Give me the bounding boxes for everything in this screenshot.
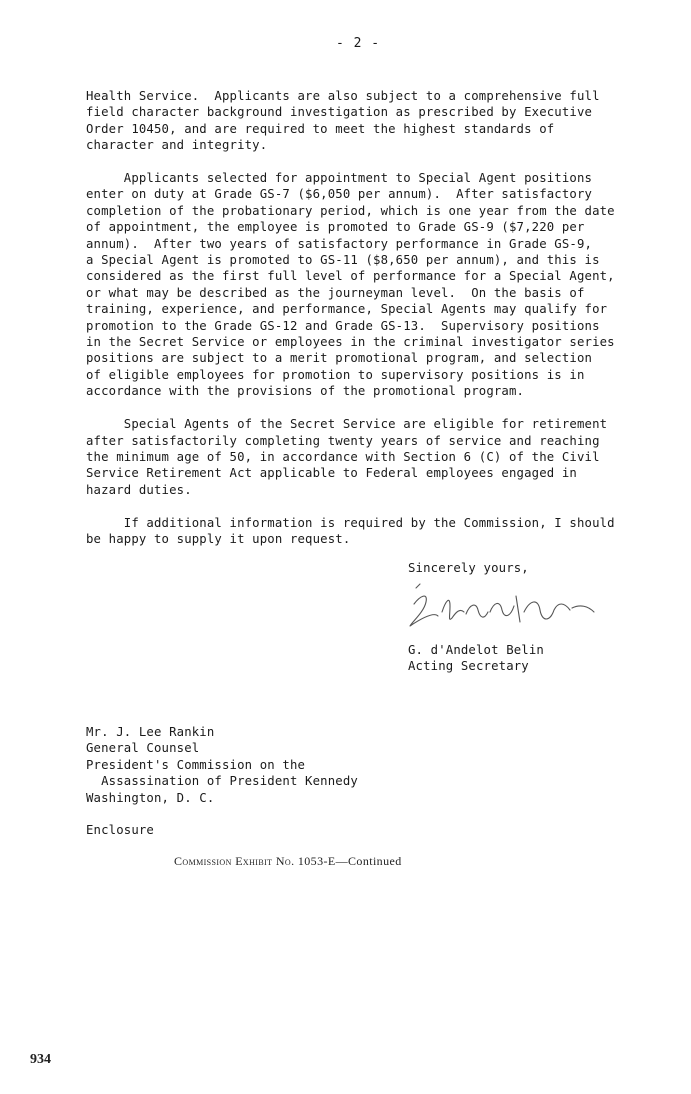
text-line: hazard duties.: [86, 482, 192, 497]
text-line: Health Service. Applicants are also subject to a comprehensive full: [86, 89, 600, 103]
text-line: a Special Agent is promoted to GS-11 ($8,650 per annum), and this is: [86, 253, 600, 268]
paragraph: [86, 416, 656, 498]
text-line: or what may be described as the journeyman level. On the basis of: [86, 285, 585, 300]
enclosure-note: [86, 822, 154, 838]
address-line: General Counsel: [86, 741, 200, 756]
text-line: promotion to the Grade GS-12 and Grade GS-13. Supervisory positions: [86, 318, 600, 333]
text-line: training, experience, and performance, Special Agents may qualify for: [86, 302, 608, 317]
text-line: Applicants selected for appointment to Special Agent positions: [86, 171, 593, 186]
text-line: character and integrity.: [86, 138, 268, 153]
closing: [408, 560, 529, 576]
text-line: of eligible employees for promotion to supervisory positions is in: [86, 367, 585, 382]
letter-body: [86, 88, 656, 547]
signer-name: G. d'Andelot Belin: [408, 643, 544, 657]
text-line: completion of the probationary period, which is one year from the date: [86, 203, 615, 218]
recipient-address: [86, 724, 358, 806]
paragraph: [86, 170, 656, 400]
exhibit-continued: —Continued: [335, 854, 402, 868]
text-line: field character background investigation as prescribed by Executive: [86, 105, 593, 120]
text-line: If additional information is required by the Commission, I should: [86, 515, 615, 530]
text-line: be happy to supply it upon request.: [86, 531, 351, 546]
text-line: Service Retirement Act applicable to Federal employees engaged in: [86, 466, 577, 481]
text-line: considered as the first full level of performance for a Special Agent,: [86, 269, 615, 284]
handwritten-signature: [404, 582, 604, 634]
folio-number: 934: [30, 1052, 51, 1067]
text-line: after satisfactorily completing twenty years of service and reaching: [86, 433, 600, 448]
text-line: enter on duty at Grade GS-7 ($6,050 per annum). After satisfactory: [86, 187, 593, 202]
text-line: accordance with the provisions of the promotional program.: [86, 384, 525, 399]
paragraph: [86, 88, 656, 154]
text-line: Order 10450, and are required to meet the highest standards of: [86, 121, 555, 136]
signer-block: [408, 642, 544, 675]
enclosure-text: Enclosure: [86, 823, 154, 837]
exhibit-caption: [174, 854, 402, 869]
signer-title: Acting Secretary: [408, 659, 529, 674]
text-line: the minimum age of 50, in accordance with Section 6 (C) of the Civil: [86, 449, 600, 464]
text-line: Special Agents of the Secret Service are eligible for retirement: [86, 417, 608, 432]
text-line: in the Secret Service or employees in the criminal investigator series: [86, 335, 615, 350]
text-line: annum). After two years of satisfactory performance in Grade GS-9,: [86, 236, 593, 251]
paragraph: [86, 515, 656, 548]
address-line: Mr. J. Lee Rankin: [86, 725, 215, 739]
page-number: - 2 -: [336, 36, 381, 51]
text-line: of appointment, the employee is promoted to Grade GS-9 ($7,220 per: [86, 220, 585, 235]
closing-text: Sincerely yours,: [408, 561, 529, 575]
exhibit-label: Commission Exhibit No. 1053-E: [174, 854, 336, 868]
address-line: Washington, D. C.: [86, 790, 215, 805]
address-line: President's Commission on the: [86, 757, 306, 772]
address-line: Assassination of President Kennedy: [86, 774, 358, 789]
text-line: positions are subject to a merit promotional program, and selection: [86, 351, 593, 366]
